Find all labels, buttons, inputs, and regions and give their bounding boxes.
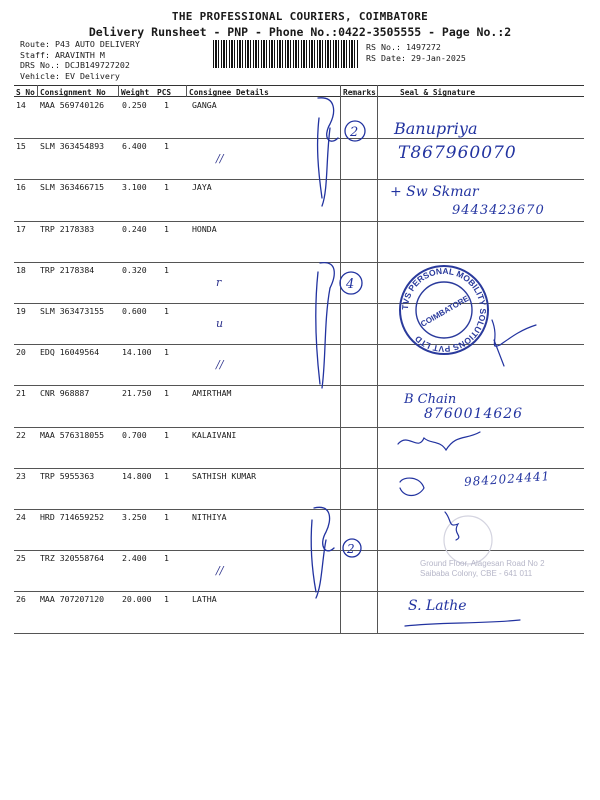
row-pcs: 1 xyxy=(164,429,169,440)
sig-name-1: Banupriya xyxy=(394,119,478,138)
col-consignee: Consignee Details xyxy=(189,88,269,97)
drs-label: DRS No.: DCJB149727202 xyxy=(20,60,130,70)
row-consignment: TRP 2178383 xyxy=(40,223,95,234)
row-pcs: 1 xyxy=(164,388,169,399)
staff-label: Staff: ARAVINTH M xyxy=(20,49,105,60)
col-sno: S No xyxy=(16,88,35,97)
row-weight: 0.250 xyxy=(122,100,147,110)
row-consignment: CNR 968887 xyxy=(40,388,90,399)
row-consignment: MAA 569740126 xyxy=(40,100,105,110)
row-consignment: SLM 363454893 xyxy=(40,141,105,152)
bracket-mark xyxy=(316,540,326,598)
row-consignee: AMIRTHAM xyxy=(192,388,232,399)
row-consignee: NITHIYA xyxy=(192,512,227,522)
bracket-mark xyxy=(322,128,330,206)
row-consignee: SATHISH KUMAR xyxy=(192,470,257,481)
row-weight: 3.250 xyxy=(122,512,147,522)
row-consignment: HRD 714659252 xyxy=(40,512,105,522)
row-weight: 20.000 xyxy=(122,594,152,605)
runsheet-title: Delivery Runsheet - PNP - Phone No.:0422-3505555 - Page No.:2 xyxy=(88,25,512,39)
row-consignment: TRZ 320558764 xyxy=(40,553,105,564)
row-consignee: HONDA xyxy=(192,223,217,234)
rs-date: RS Date: 29-Jan-2025 xyxy=(366,52,466,63)
row-weight: 0.600 xyxy=(122,306,147,316)
row-consignee: KALAIVANI xyxy=(192,429,237,440)
faded-stamp-line: Saibaba Colony, CBE - 641 011 xyxy=(420,569,533,578)
row-consignment: TRP 5955363 xyxy=(40,470,95,481)
row-sno: 19 xyxy=(16,306,26,316)
company-title: THE PROFESSIONAL COURIERS, COIMBATORE xyxy=(171,10,429,23)
row-pcs: 1 xyxy=(164,223,169,234)
sig-name-2: + Sw Skmar xyxy=(390,184,479,200)
row-consignee: LATHA xyxy=(192,594,217,605)
col-pcs: PCS xyxy=(157,88,172,97)
bracket-mark xyxy=(320,263,334,288)
sig-phone-3: 8760014626 xyxy=(424,406,524,422)
row-sno: 25 xyxy=(16,553,26,564)
row-pcs: 1 xyxy=(164,347,169,358)
sig-phone-4: 9842024441 xyxy=(463,469,551,489)
bracket-mark xyxy=(311,520,316,592)
bracket-mark xyxy=(318,98,338,141)
row-consignment: SLM 363473155 xyxy=(40,306,105,316)
row-sno: 23 xyxy=(16,470,26,481)
seal-city: COIMBATORE xyxy=(419,293,471,329)
row-pcs: 1 xyxy=(164,553,169,564)
signature-squiggle xyxy=(445,512,459,540)
row-consignment: MAA 707207120 xyxy=(40,594,105,605)
faded-stamp-line: Ground Floor, Alagesan Road No 2 xyxy=(420,559,545,568)
sig-name-3: B Chain xyxy=(404,392,457,407)
row-consignment: MAA 576318055 xyxy=(40,429,105,440)
row-weight: 14.800 xyxy=(122,470,152,481)
ditto-mark: // xyxy=(216,564,224,578)
row-sno: 22 xyxy=(16,429,26,440)
row-sno: 17 xyxy=(16,223,26,234)
faded-stamp-text xyxy=(420,559,545,579)
tvs-seal xyxy=(396,262,492,358)
row-sno: 24 xyxy=(16,512,26,522)
ditto-mark: r xyxy=(216,275,222,289)
row-sno: 14 xyxy=(16,100,26,110)
row-weight: 3.100 xyxy=(122,182,147,193)
col-consignment: Consignment No xyxy=(40,88,106,97)
bracket-mark xyxy=(316,272,320,384)
seal-ring-text: TVS PERSONAL MOBILITY SOLUTIONS PVT LTD xyxy=(399,265,489,355)
row-pcs: 1 xyxy=(164,264,169,275)
row-weight: 2.400 xyxy=(122,553,147,564)
row-consignment: TRP 2178384 xyxy=(40,264,95,275)
row-weight: 6.400 xyxy=(122,141,147,152)
row-sno: 15 xyxy=(16,141,26,152)
bracket-mark xyxy=(322,288,330,388)
remark-count: 4 xyxy=(346,277,355,292)
route-label: Route: P43 AUTO DELIVERY xyxy=(20,39,140,49)
row-consignment: EDQ 16049564 xyxy=(40,347,100,358)
row-pcs: 1 xyxy=(164,594,169,605)
remark-count: 2 xyxy=(347,542,355,556)
row-consignment: SLM 363466715 xyxy=(40,182,105,193)
signature-squiggle xyxy=(492,320,536,346)
col-remarks: Remarks xyxy=(343,88,376,97)
sig-name-5: S. Lathe xyxy=(408,598,467,614)
sig-phone-1: T867960070 xyxy=(398,143,517,163)
remark-count: 2 xyxy=(350,125,359,140)
row-sno: 16 xyxy=(16,182,26,193)
row-weight: 21.750 xyxy=(122,388,152,399)
row-weight: 0.320 xyxy=(122,264,147,275)
row-weight: 14.100 xyxy=(122,347,152,358)
row-sno: 18 xyxy=(16,264,26,275)
row-pcs: 1 xyxy=(164,512,169,522)
col-seal: Seal & Signature xyxy=(400,88,476,97)
signature-squiggle xyxy=(405,620,520,626)
signature-squiggle xyxy=(398,432,480,450)
row-pcs: 1 xyxy=(164,100,169,110)
ditto-mark: // xyxy=(216,358,224,372)
row-sno: 26 xyxy=(16,594,26,605)
vehicle-label: Vehicle: EV Delivery xyxy=(20,70,120,81)
row-weight: 0.240 xyxy=(122,223,147,234)
row-pcs: 1 xyxy=(164,141,169,152)
row-pcs: 1 xyxy=(164,306,169,316)
row-pcs: 1 xyxy=(164,470,169,481)
ditto-mark: u xyxy=(216,317,224,330)
row-consignee: GANGA xyxy=(192,100,217,110)
rs-number: RS No.: 1497272 xyxy=(366,42,441,52)
signature-squiggle xyxy=(400,478,424,495)
row-pcs: 1 xyxy=(164,182,169,193)
row-sno: 20 xyxy=(16,347,26,358)
bracket-mark xyxy=(314,507,334,550)
bracket-mark xyxy=(318,118,322,198)
sig-phone-2: 9443423670 xyxy=(452,203,545,218)
row-weight: 0.700 xyxy=(122,429,147,440)
row-consignee: JAYA xyxy=(192,182,212,193)
row-sno: 21 xyxy=(16,388,26,399)
col-weight: Weight xyxy=(121,88,150,97)
ditto-mark: // xyxy=(216,152,224,166)
